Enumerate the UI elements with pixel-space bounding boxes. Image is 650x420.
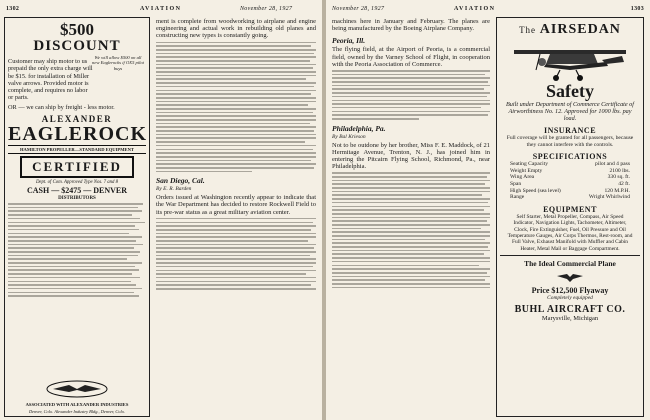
airsedan-divider (500, 255, 640, 256)
spec-row: Wing Area 330 sq. ft. (510, 174, 630, 181)
airsedan-specs-heading: SPECIFICATIONS (532, 152, 608, 162)
ad-headline-amount: $500 (60, 20, 94, 39)
airsedan-equipment-text: Self Starter, Metal Propeller, Compass, Air Speed Indicator, Navigation Lights, Tachometer, Altimeter, Clock, Fire Extinguisher, Fuel, Oil Pressure and Oil Temperature Gauges, Air Corps Thermos, Rest-room, and Full Valve, Exhaust Manifold with Muffler and Cabin Heater, Metal Mail or Baggage Compartment. (507, 213, 633, 252)
left-page-number: 1302 (6, 6, 20, 12)
right-article-column (332, 18, 490, 418)
airsedan-ideal-line: The Ideal Commercial Plane (524, 259, 616, 269)
ad-brand: EAGLEROCK (8, 123, 148, 146)
airsedan-headline: Safety (546, 81, 594, 101)
ad-body-text: Customer may ship motor to us prepaid the only extra charge will be $15. for installation of Miller valve arrows. Provided motor is complete, and requires no labor or parts. (8, 58, 93, 102)
left-page (0, 0, 322, 420)
airsedan-price: Price $12,500 Flyaway (531, 286, 609, 296)
airsedan-winged-emblem-icon (555, 270, 585, 284)
spec-row: High Speed (sea level) 120 M.P.H. (510, 187, 630, 194)
airsedan-insurance-text: Full coverage will be granted for all passengers, because they cannot interfere with the controls. (506, 135, 634, 148)
airsedan-company: BUHL AIRCRAFT CO. (514, 304, 626, 316)
ad-maker-name: ALEXANDER (41, 114, 113, 125)
right-body-philadelphia (332, 172, 490, 288)
left-section-text: Orders issued at Washington recently appear to indicate that the War Department has decided to restore Rockwell Field to its pre-war status as a great military aviation center. (156, 194, 316, 216)
left-section-byline: By E. R. Barden (156, 186, 192, 193)
right-text-peoria: The flying field, at the Airport of Peoria, is a commercial field, owned by the Varney School of Flight, in cooperation with the Peoria Association of Commerce. (332, 46, 490, 68)
airsedan-brand-prefix: The (519, 25, 537, 35)
eaglerock-logo-icon (45, 380, 109, 398)
airplane-illustration-icon (510, 40, 630, 82)
airsedan-brand (500, 22, 640, 38)
spec-row: Span 42 ft. (510, 180, 630, 187)
right-heading-philadelphia: Philadelphia, Pa. (332, 123, 386, 133)
right-heading-peoria: Peoria, Ill. (332, 36, 366, 46)
right-running-title: AVIATION (454, 6, 496, 12)
airsedan-intro: Built under Department of Commerce Certificate of Airworthiness No. 12. Approved for 1000 lbs. pay load. (506, 101, 634, 122)
ad-headline-word: DISCOUNT (33, 38, 121, 54)
spec-row: Seating Capacity pilot and 4 pass (510, 161, 630, 168)
left-date: November 28, 1927 (240, 6, 293, 12)
ad-price: CASH — $2475 — DENVER (26, 186, 127, 196)
ad-distributor-list (8, 203, 146, 297)
right-text-philadelphia: Not to be outdone by her brother, Miss F. E. Maddock, of 21 Hermitage Avenue, Trenton, N. J., has joined him in entering the Pitcairn Flying School, Richmond, Pa., near Philadelphia. (332, 141, 490, 171)
ad-tagline: HAMILTON PROPELLER—STANDARD EQUIPMENT (8, 145, 146, 154)
left-article-column (156, 18, 316, 418)
right-byline-philadelphia: By Bal Krieson (332, 133, 366, 140)
right-body-peoria (332, 70, 490, 120)
ad-footer-address: Denver, Colo. Alexander Industry Bldg., Denver, Colo. (28, 409, 125, 414)
left-section-heading: San Diego, Cal. (156, 176, 205, 186)
right-page-number: 1303 (630, 6, 644, 12)
airsedan-spec-list (500, 161, 640, 201)
left-article-intro: ment is complete from woodworking to airplane and engine engineering and actual work in rebuilding old planes and constructing new types is constantly going. (156, 18, 316, 40)
right-page (326, 0, 650, 420)
ad-or-line: OR — we can ship by freight - less motor. (8, 103, 115, 111)
ad-inset-note: We will allow $500 on all new Eaglerocks if OX5 pilot buys (92, 55, 144, 71)
airsedan-ad (496, 17, 644, 417)
eaglerock-ad (4, 17, 150, 417)
airsedan-insurance-heading: INSURANCE (543, 126, 597, 135)
spec-row: Weight Empty 2100 lbs. (510, 167, 630, 174)
airsedan-brand-name: AIRSEDAN (539, 22, 621, 37)
airsedan-location: Marysville, Michigan (541, 315, 599, 323)
left-running-title: AVIATION (140, 6, 182, 12)
ad-distributors-heading: DISTRIBUTORS (58, 196, 96, 202)
left-article-body (156, 42, 316, 173)
ad-certified-badge: CERTIFIED (20, 156, 134, 178)
left-section-body (156, 218, 316, 290)
ad-cert-note: Dept. of Com. Approved Type Nos. 7 and 8 (35, 180, 119, 186)
right-article-intro: machines here in January and February. The planes are being manufactured by the Boeing Airplane Company. (332, 18, 490, 33)
right-date: November 28, 1927 (332, 6, 385, 12)
ad-footer-associated: ASSOCIATED WITH ALEXANDER INDUSTRIES (25, 402, 129, 407)
spec-row: Range Wright Whirlwind (510, 194, 630, 201)
airsedan-equipment-heading: EQUIPMENT (543, 204, 597, 214)
airsedan-price-note: Completely equipped (547, 295, 593, 302)
